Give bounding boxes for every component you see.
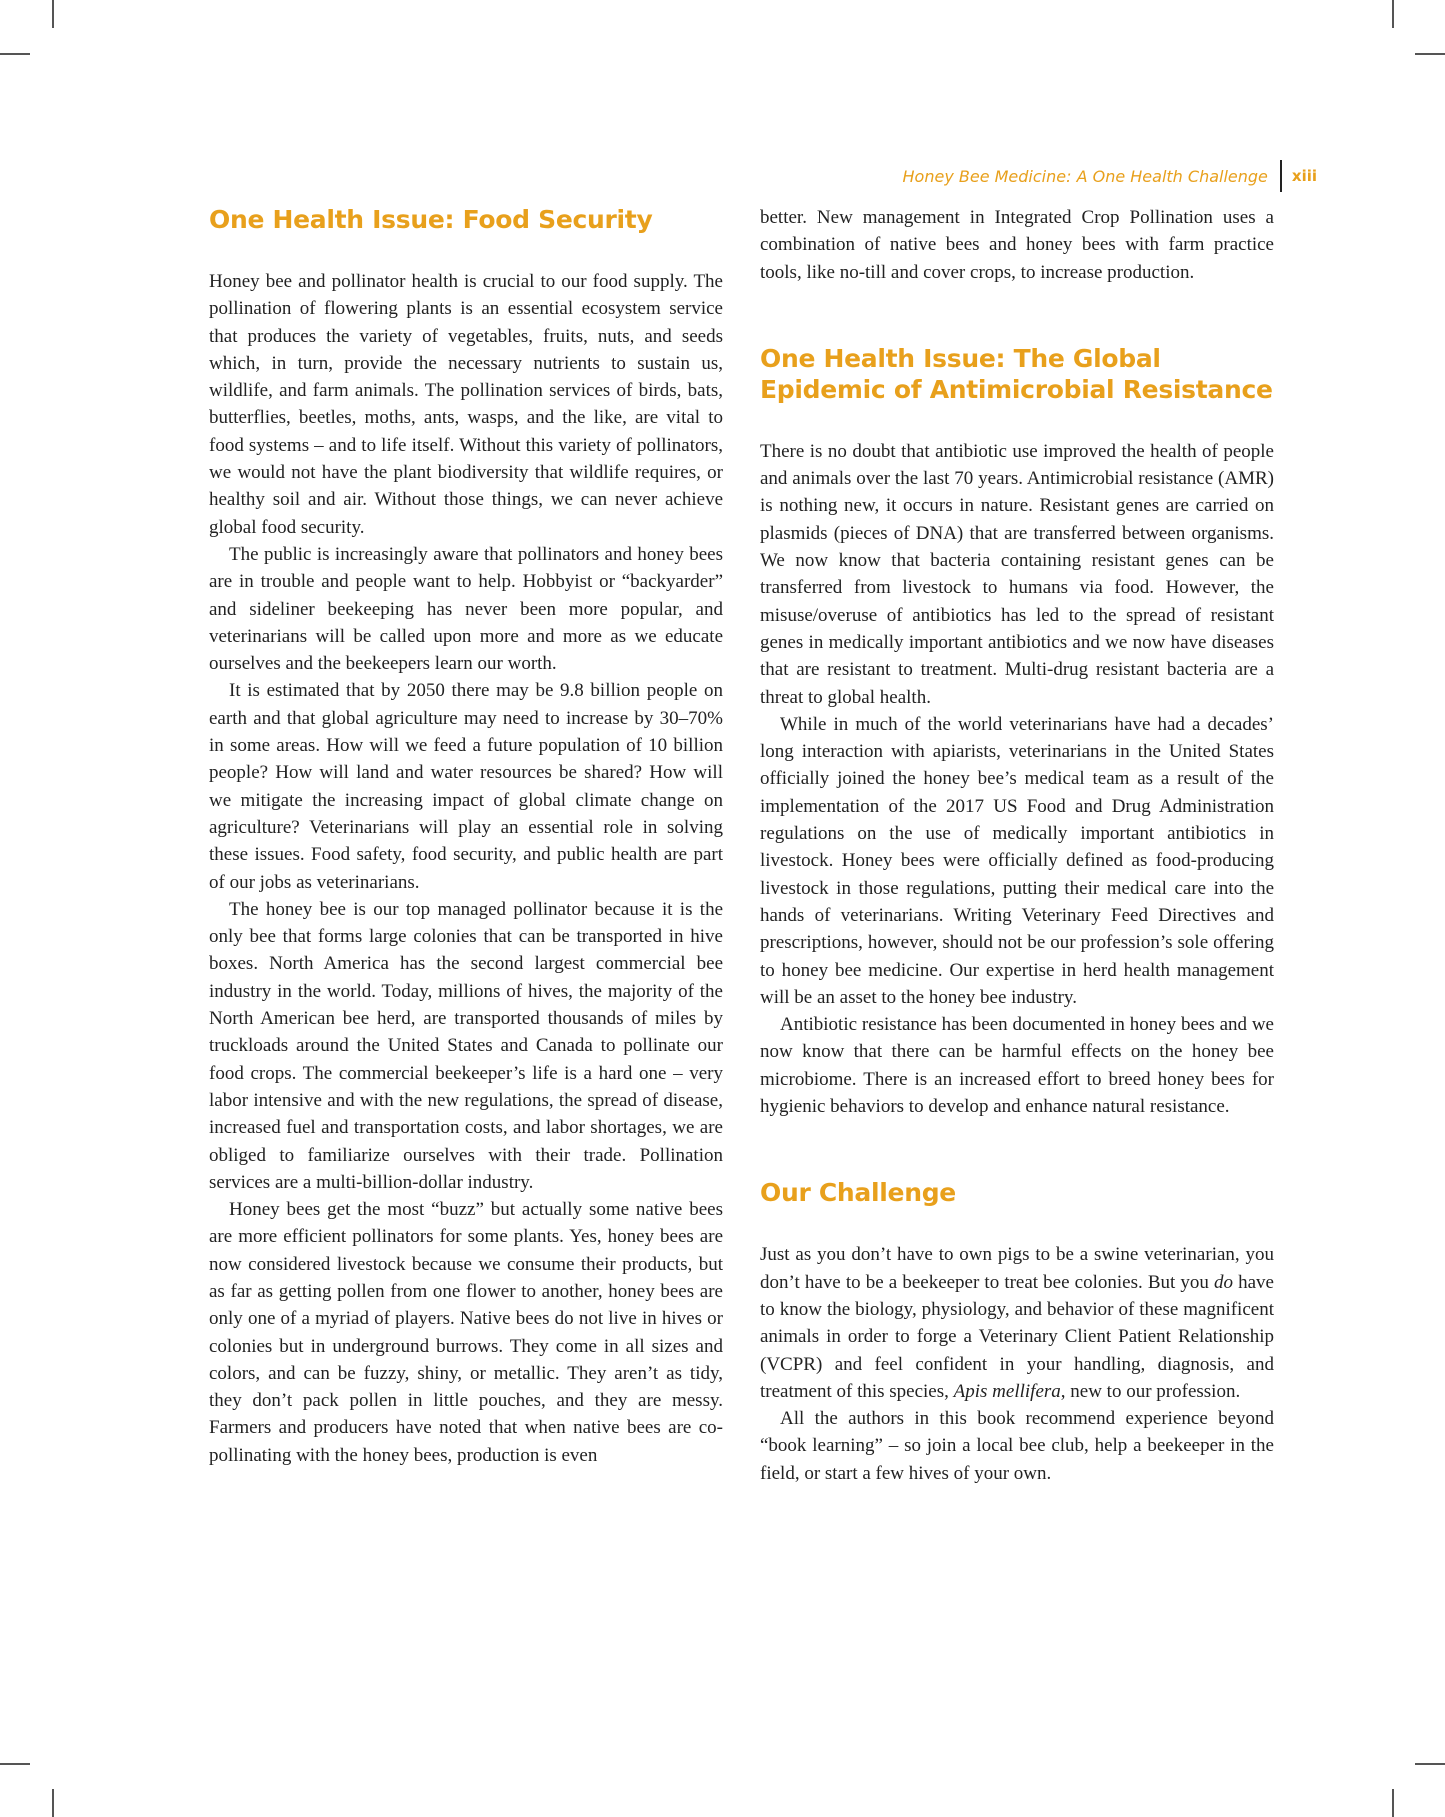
- paragraph: All the authors in this book recommend experience beyond “book learning” – so join a local bee club, help a beekeeper in the field, or start a few hives of your own.: [760, 1408, 1274, 1484]
- crop-mark-top-left-horizontal: [0, 53, 30, 55]
- crop-mark-top-right-horizontal: [1415, 53, 1445, 55]
- running-head: [903, 158, 1317, 194]
- paragraph: There is no doubt that antibiotic use improved the health of people and animals over the last 70 years. Antimicrobial resistance (AMR) is nothing new, it occurs in nature. Resistant genes are carried on plasmids (pieces of DNA) that are transferred between organisms. We now know that bacteria containing resistant genes can be transferred from livestock to humans via food. However, the misuse/overuse of antibiotics has led to the spread of resistant genes in medically important antibiotics and we now have diseases that are resistant to treatment. Multi-drug resistant bacteria are a threat to global health.: [760, 440, 1274, 708]
- crop-mark-top-left-vertical: [52, 0, 54, 28]
- species-name: Apis mellifera: [953, 1380, 1061, 1402]
- crop-mark-bottom-right-vertical: [1392, 1789, 1394, 1817]
- left-column: [209, 204, 723, 1469]
- heading-line: One Health Issue: The Global: [760, 343, 1161, 373]
- heading-line: Epidemic of Antimicrobial Resistance: [760, 374, 1273, 404]
- emphasis-text: do: [1214, 1271, 1234, 1293]
- page-number: xiii: [1291, 167, 1317, 185]
- paragraph: While in much of the world veterinarians have had a decades’ long interaction with apiarists, veterinarians in the United States officially joined the honey bee’s medical team as a result of the implementation of the 2017 US Food and Drug Administration regulations on the use of medically important antibiotics in livestock. Honey bees were officially defined as food-producing livestock in those regulations, putting their medical care into the hands of veterinarians. Writing Veterinary Feed Directives and prescriptions, however, should not be our profession’s sole offering to honey bee medicine. Our expertise in herd health management will be an asset to the honey bee industry.: [760, 713, 1274, 1008]
- crop-mark-bottom-left-horizontal: [0, 1763, 30, 1765]
- heading-food-security: One Health Issue: Food Security: [209, 205, 653, 234]
- text-run: , new to our profession.: [1060, 1380, 1241, 1402]
- crop-mark-bottom-right-horizontal: [1415, 1763, 1445, 1765]
- crop-mark-bottom-left-vertical: [52, 1789, 54, 1817]
- text-run: Just as you don’t have to own pigs to be a swine veterinarian, you don’t have to be a beekeeper to treat bee colonies. But you: [760, 1244, 1274, 1293]
- paragraph: [760, 1241, 1274, 1405]
- section-spacer: [760, 286, 1274, 343]
- heading-antimicrobial-resistance: [760, 343, 1274, 405]
- paragraph: Honey bee and pollinator health is crucial to our food supply. The pollination of flowering plants is an essential ecosystem service that produces the variety of vegetables, fruits, nuts, and seeds which, in turn, provide the necessary nutrients to sustain us, wildlife, and farm animals. The pollination services of birds, bats, butterflies, beetles, moths, ants, wasps, and the like, are vital to food systems – and to life itself. Without this variety of pollinators, we would not have the plant biodiversity that wildlife requires, or healthy soil and air. Without those things, we can never achieve global food security.: [209, 271, 723, 538]
- paragraph: Honey bees get the most “buzz” but actually some native bees are more efficient pollinators for some plants. Yes, honey bees are now considered livestock because we consume their products, but as far as getting pollen from one flower to another, honey bees are only one of a myriad of players. Native bees do not live in hives or colonies but in underground burrows. They come in all sizes and colors, and can be fuzzy, shiny, or metallic. They aren’t as tidy, they don’t pack pollen in little pouches, and they are messy. Farmers and producers have noted that when native bees are co-pollinating with the honey bees, production is even: [209, 1199, 723, 1466]
- section-spacer: [760, 1120, 1274, 1177]
- heading-our-challenge: Our Challenge: [760, 1178, 956, 1208]
- paragraph: The honey bee is our top managed pollinator because it is the only bee that forms large colonies that can be transported in hive boxes. North America has the second largest commercial bee industry in the world. Today, millions of hives, the majority of the North American bee herd, are transported thousands of miles by truckloads around the United States and Canada to pollinate our food crops. The commercial beekeeper’s life is a hard one – very labor intensive and with the new regulations, the spread of disease, increased fuel and transportation costs, and labor shortages, we are obliged to familiarize ourselves with their trade. Pollination services are a multi-billion-dollar industry.: [209, 898, 723, 1193]
- running-head-title: Honey Bee Medicine: A One Health Challenge: [902, 166, 1268, 186]
- paragraph: Antibiotic resistance has been documented in honey bees and we now know that there can be harmful effects on the honey bee microbiome. There is an increased effort to breed honey bees for hygienic behaviors to develop and enhance natural resistance.: [760, 1014, 1274, 1118]
- crop-mark-top-right-vertical: [1392, 0, 1394, 28]
- text-run: have to know the biology, physiology, and behavior of these magnificent animals in order to forge a Veterinary Client Patient Relationship (VCPR) and feel confident in your handling, diagnosis, and treatment of this species,: [760, 1271, 1274, 1402]
- right-column: [760, 204, 1274, 1487]
- paragraph: It is estimated that by 2050 there may be 9.8 billion people on earth and that global agriculture may need to increase by 30–70% in some areas. How will we feed a future population of 10 billion people? How will land and water resources be shared? How will we mitigate the increasing impact of global climate change on agriculture? Veterinarians will play an essential role in solving these issues. Food safety, food security, and public health are part of our jobs as veterinarians.: [209, 680, 723, 893]
- paragraph: The public is increasingly aware that pollinators and honey bees are in trouble and people want to help. Hobbyist or “backyarder” and sideliner beekeeping has never been more popular, and veterinarians will be called upon more and more as we educate ourselves and the beekeepers learn our worth.: [209, 543, 723, 675]
- running-head-divider: [1280, 160, 1282, 192]
- paragraph-continuation: better. New management in Integrated Crop Pollination uses a combination of native bees and honey bees with farm practice tools, like no-till and cover crops, to increase production.: [760, 207, 1274, 283]
